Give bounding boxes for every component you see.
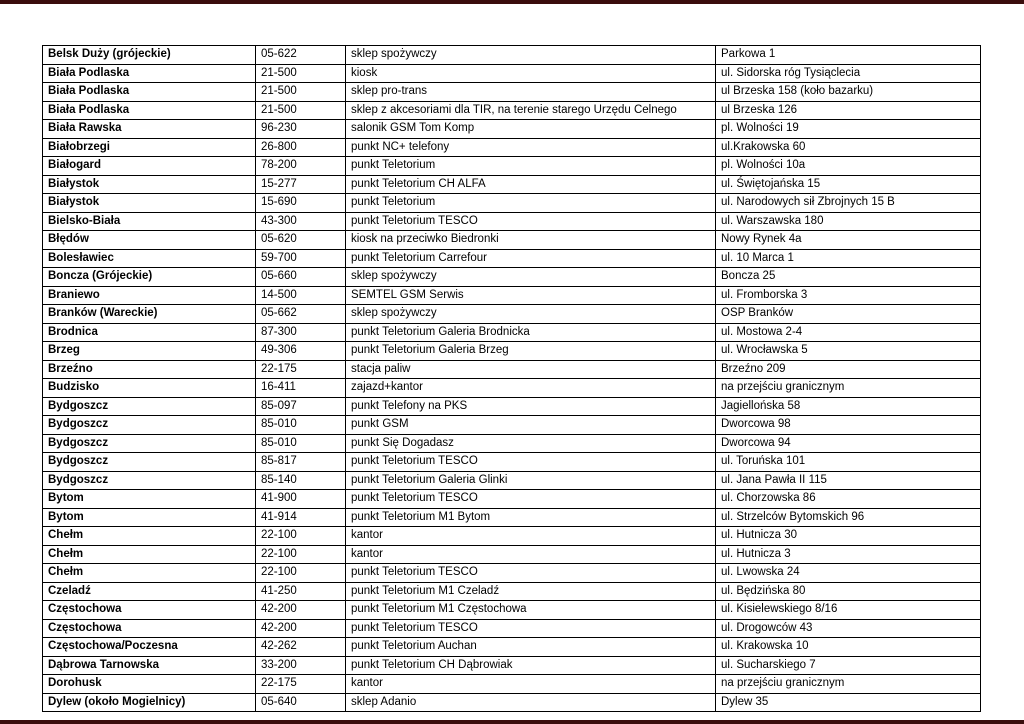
cell-address: ul. Mostowa 2-4 [716, 323, 981, 342]
cell-city: Bolesławiec [43, 249, 256, 268]
table-row [43, 231, 981, 250]
cell-postal_code: 05-622 [256, 46, 346, 65]
cell-address: ul. Będzińska 80 [716, 582, 981, 601]
cell-address: ul. Sidorska róg Tysiąclecia [716, 64, 981, 83]
cell-location_type: punkt NC+ telefony [346, 138, 716, 157]
cell-location_type: punkt Teletorium TESCO [346, 453, 716, 472]
cell-city: Brodnica [43, 323, 256, 342]
cell-location_type: punkt Teletorium TESCO [346, 490, 716, 509]
cell-address: Brzeźno 209 [716, 360, 981, 379]
cell-city: Bytom [43, 490, 256, 509]
cell-city: Brzeg [43, 342, 256, 361]
cell-location_type: salonik GSM Tom Komp [346, 120, 716, 139]
cell-city: Dąbrowa Tarnowska [43, 656, 256, 675]
table-row [43, 508, 981, 527]
cell-city: Dorohusk [43, 675, 256, 694]
cell-address: ul. Narodowych sił Zbrojnych 15 B [716, 194, 981, 213]
cell-postal_code: 49-306 [256, 342, 346, 361]
cell-address: ul Brzeska 158 (koło bazarku) [716, 83, 981, 102]
cell-postal_code: 21-500 [256, 64, 346, 83]
cell-postal_code: 21-500 [256, 101, 346, 120]
cell-postal_code: 42-200 [256, 601, 346, 620]
cell-city: Częstochowa [43, 601, 256, 620]
cell-city: Dylew (około Mogielnicy) [43, 693, 256, 712]
cell-postal_code: 05-620 [256, 231, 346, 250]
table-row [43, 453, 981, 472]
table-row [43, 397, 981, 416]
cell-postal_code: 22-175 [256, 360, 346, 379]
cell-postal_code: 41-914 [256, 508, 346, 527]
cell-city: Białystok [43, 175, 256, 194]
cell-city: Budzisko [43, 379, 256, 398]
table-row [43, 101, 981, 120]
cell-location_type: punkt Teletorium CH Dąbrowiak [346, 656, 716, 675]
cell-location_type: kiosk [346, 64, 716, 83]
cell-address: ul. Hutnicza 30 [716, 527, 981, 546]
cell-location_type: punkt GSM [346, 416, 716, 435]
cell-postal_code: 22-175 [256, 675, 346, 694]
cell-location_type: punkt Teletorium [346, 194, 716, 213]
cell-location_type: punkt Się Dogadasz [346, 434, 716, 453]
table-row [43, 527, 981, 546]
cell-address: ul. Toruńska 101 [716, 453, 981, 472]
cell-address: ul. Fromborska 3 [716, 286, 981, 305]
cell-location_type: stacja paliw [346, 360, 716, 379]
cell-city: Bielsko-Biała [43, 212, 256, 231]
table-row [43, 64, 981, 83]
cell-postal_code: 42-262 [256, 638, 346, 657]
cell-location_type: punkt Teletorium Carrefour [346, 249, 716, 268]
locations-table [42, 45, 981, 712]
cell-postal_code: 85-097 [256, 397, 346, 416]
cell-address: ul. Strzelców Bytomskich 96 [716, 508, 981, 527]
cell-location_type: kantor [346, 527, 716, 546]
cell-city: Białogard [43, 157, 256, 176]
viewer-top-edge [0, 0, 1024, 4]
cell-location_type: kiosk na przeciwko Biedronki [346, 231, 716, 250]
cell-location_type: sklep spożywczy [346, 268, 716, 287]
cell-postal_code: 05-640 [256, 693, 346, 712]
locations-table-body [43, 46, 981, 712]
cell-address: Dworcowa 94 [716, 434, 981, 453]
table-row [43, 619, 981, 638]
cell-address: Jagiellońska 58 [716, 397, 981, 416]
cell-city: Brzeźno [43, 360, 256, 379]
cell-postal_code: 15-690 [256, 194, 346, 213]
table-row [43, 693, 981, 712]
table-row [43, 434, 981, 453]
cell-address: ul Brzeska 126 [716, 101, 981, 120]
cell-address: ul. Sucharskiego 7 [716, 656, 981, 675]
cell-city: Biała Podlaska [43, 101, 256, 120]
table-row [43, 194, 981, 213]
table-row [43, 46, 981, 65]
cell-location_type: sklep pro-trans [346, 83, 716, 102]
cell-location_type: punkt Teletorium M1 Częstochowa [346, 601, 716, 620]
table-row [43, 601, 981, 620]
cell-location_type: punkt Teletorium [346, 157, 716, 176]
cell-address: na przejściu granicznym [716, 379, 981, 398]
cell-city: Chełm [43, 564, 256, 583]
cell-location_type: sklep z akcesoriami dla TIR, na terenie starego Urzędu Celnego [346, 101, 716, 120]
cell-city: Bydgoszcz [43, 416, 256, 435]
cell-address: Nowy Rynek 4a [716, 231, 981, 250]
cell-postal_code: 16-411 [256, 379, 346, 398]
cell-address: ul. Drogowców 43 [716, 619, 981, 638]
table-row [43, 471, 981, 490]
cell-location_type: punkt Teletorium Auchan [346, 638, 716, 657]
cell-address: ul. Hutnicza 3 [716, 545, 981, 564]
cell-city: Czeladź [43, 582, 256, 601]
cell-address: OSP Branków [716, 305, 981, 324]
cell-postal_code: 59-700 [256, 249, 346, 268]
cell-city: Bytom [43, 508, 256, 527]
cell-postal_code: 26-800 [256, 138, 346, 157]
table-row [43, 582, 981, 601]
cell-postal_code: 41-250 [256, 582, 346, 601]
cell-address: ul.Krakowska 60 [716, 138, 981, 157]
cell-address: ul. Wrocławska 5 [716, 342, 981, 361]
cell-postal_code: 22-100 [256, 564, 346, 583]
cell-postal_code: 21-500 [256, 83, 346, 102]
cell-address: ul. Warszawska 180 [716, 212, 981, 231]
cell-city: Białystok [43, 194, 256, 213]
cell-city: Białobrzegi [43, 138, 256, 157]
cell-city: Boncza (Grójeckie) [43, 268, 256, 287]
cell-location_type: punkt Teletorium TESCO [346, 212, 716, 231]
cell-postal_code: 05-662 [256, 305, 346, 324]
table-row [43, 545, 981, 564]
table-row [43, 638, 981, 657]
cell-location_type: SEMTEL GSM Serwis [346, 286, 716, 305]
table-row [43, 490, 981, 509]
cell-address: ul. Świętojańska 15 [716, 175, 981, 194]
cell-location_type: zajazd+kantor [346, 379, 716, 398]
table-row [43, 379, 981, 398]
viewer-bottom-edge [0, 720, 1024, 724]
cell-address: Dworcowa 98 [716, 416, 981, 435]
cell-postal_code: 85-140 [256, 471, 346, 490]
cell-city: Bydgoszcz [43, 434, 256, 453]
cell-postal_code: 41-900 [256, 490, 346, 509]
cell-city: Bydgoszcz [43, 453, 256, 472]
cell-city: Braniewo [43, 286, 256, 305]
cell-address: ul. Jana Pawła II 115 [716, 471, 981, 490]
cell-address: pl. Wolności 10a [716, 157, 981, 176]
cell-address: ul. Lwowska 24 [716, 564, 981, 583]
cell-city: Chełm [43, 545, 256, 564]
cell-city: Błędów [43, 231, 256, 250]
table-row [43, 138, 981, 157]
cell-address: na przejściu granicznym [716, 675, 981, 694]
cell-location_type: punkt Teletorium CH ALFA [346, 175, 716, 194]
cell-city: Chełm [43, 527, 256, 546]
cell-postal_code: 85-817 [256, 453, 346, 472]
table-row [43, 268, 981, 287]
cell-location_type: punkt Teletorium Galeria Brzeg [346, 342, 716, 361]
cell-city: Częstochowa/Poczesna [43, 638, 256, 657]
cell-location_type: punkt Teletorium TESCO [346, 564, 716, 583]
cell-postal_code: 87-300 [256, 323, 346, 342]
table-row [43, 305, 981, 324]
cell-city: Bydgoszcz [43, 471, 256, 490]
table-row [43, 675, 981, 694]
cell-location_type: sklep spożywczy [346, 46, 716, 65]
table-row [43, 120, 981, 139]
cell-postal_code: 78-200 [256, 157, 346, 176]
cell-address: pl. Wolności 19 [716, 120, 981, 139]
cell-location_type: sklep spożywczy [346, 305, 716, 324]
cell-city: Biała Rawska [43, 120, 256, 139]
cell-location_type: punkt Teletorium M1 Czeladź [346, 582, 716, 601]
cell-postal_code: 22-100 [256, 527, 346, 546]
cell-location_type: kantor [346, 545, 716, 564]
table-row [43, 564, 981, 583]
cell-address: ul. Chorzowska 86 [716, 490, 981, 509]
cell-city: Bydgoszcz [43, 397, 256, 416]
table-row [43, 249, 981, 268]
cell-location_type: punkt Teletorium Galeria Glinki [346, 471, 716, 490]
table-row [43, 323, 981, 342]
cell-city: Branków (Wareckie) [43, 305, 256, 324]
cell-location_type: punkt Telefony na PKS [346, 397, 716, 416]
cell-postal_code: 15-277 [256, 175, 346, 194]
table-row [43, 342, 981, 361]
cell-location_type: kantor [346, 675, 716, 694]
cell-postal_code: 42-200 [256, 619, 346, 638]
cell-postal_code: 14-500 [256, 286, 346, 305]
cell-postal_code: 96-230 [256, 120, 346, 139]
cell-address: Boncza 25 [716, 268, 981, 287]
table-row [43, 175, 981, 194]
cell-address: ul. Kisielewskiego 8/16 [716, 601, 981, 620]
cell-address: ul. Krakowska 10 [716, 638, 981, 657]
cell-address: Dylew 35 [716, 693, 981, 712]
cell-address: ul. 10 Marca 1 [716, 249, 981, 268]
table-row [43, 416, 981, 435]
cell-location_type: punkt Teletorium M1 Bytom [346, 508, 716, 527]
cell-location_type: sklep Adanio [346, 693, 716, 712]
table-row [43, 157, 981, 176]
cell-location_type: punkt Teletorium TESCO [346, 619, 716, 638]
table-row [43, 212, 981, 231]
cell-postal_code: 43-300 [256, 212, 346, 231]
table-row [43, 83, 981, 102]
cell-city: Biała Podlaska [43, 83, 256, 102]
cell-postal_code: 05-660 [256, 268, 346, 287]
cell-city: Belsk Duży (grójeckie) [43, 46, 256, 65]
cell-postal_code: 22-100 [256, 545, 346, 564]
cell-address: Parkowa 1 [716, 46, 981, 65]
table-row [43, 360, 981, 379]
cell-postal_code: 33-200 [256, 656, 346, 675]
cell-location_type: punkt Teletorium Galeria Brodnicka [346, 323, 716, 342]
table-row [43, 286, 981, 305]
table-row [43, 656, 981, 675]
cell-postal_code: 85-010 [256, 416, 346, 435]
cell-postal_code: 85-010 [256, 434, 346, 453]
cell-city: Częstochowa [43, 619, 256, 638]
cell-city: Biała Podlaska [43, 64, 256, 83]
